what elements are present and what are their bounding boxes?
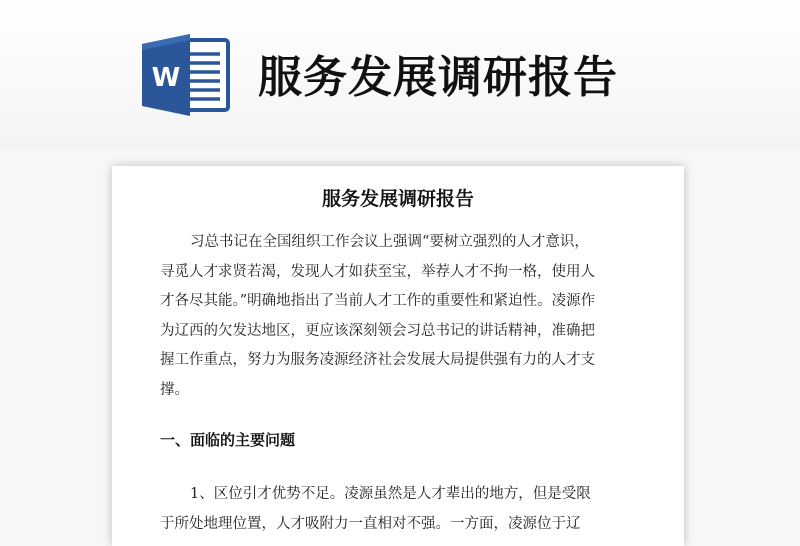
paragraph-line: 于所处地理位置，人才吸附力一直相对不强。一方面，凌源位于辽 <box>160 516 581 532</box>
svg-text:W: W <box>151 63 181 93</box>
paragraph-line: 握工作重点，努力为服务凌源经济社会发展大局提供强有力的人才支 <box>160 352 595 368</box>
paragraph-line: 为辽西的欠发达地区，更应该深刻领会习总书记的讲话精神，准确把 <box>160 323 595 339</box>
paragraph-line: 才各尽其能。”明确地指出了当前人才工作的重要性和紧迫性。凌源作 <box>160 293 596 309</box>
document-page <box>112 166 684 546</box>
paragraph-line: 1、区位引才优势不足。凌源虽然是人才辈出的地方，但是受限 <box>190 486 591 502</box>
paragraph-line: 寻觅人才求贤若渴，发现人才如获至宝，举荐人才不拘一格，使用人 <box>160 264 595 280</box>
banner-title: 服务发展调研报告 <box>258 52 618 103</box>
word-document-icon <box>140 32 232 118</box>
paragraph-line: 习总书记在全国组织工作会议上强调“要树立强烈的人才意识， <box>190 234 589 250</box>
paragraph-line: 撑。 <box>160 382 189 398</box>
banner-header <box>0 0 800 150</box>
document-title: 服务发展调研报告 <box>321 188 474 210</box>
section-heading: 一、面临的主要问题 <box>160 431 296 449</box>
